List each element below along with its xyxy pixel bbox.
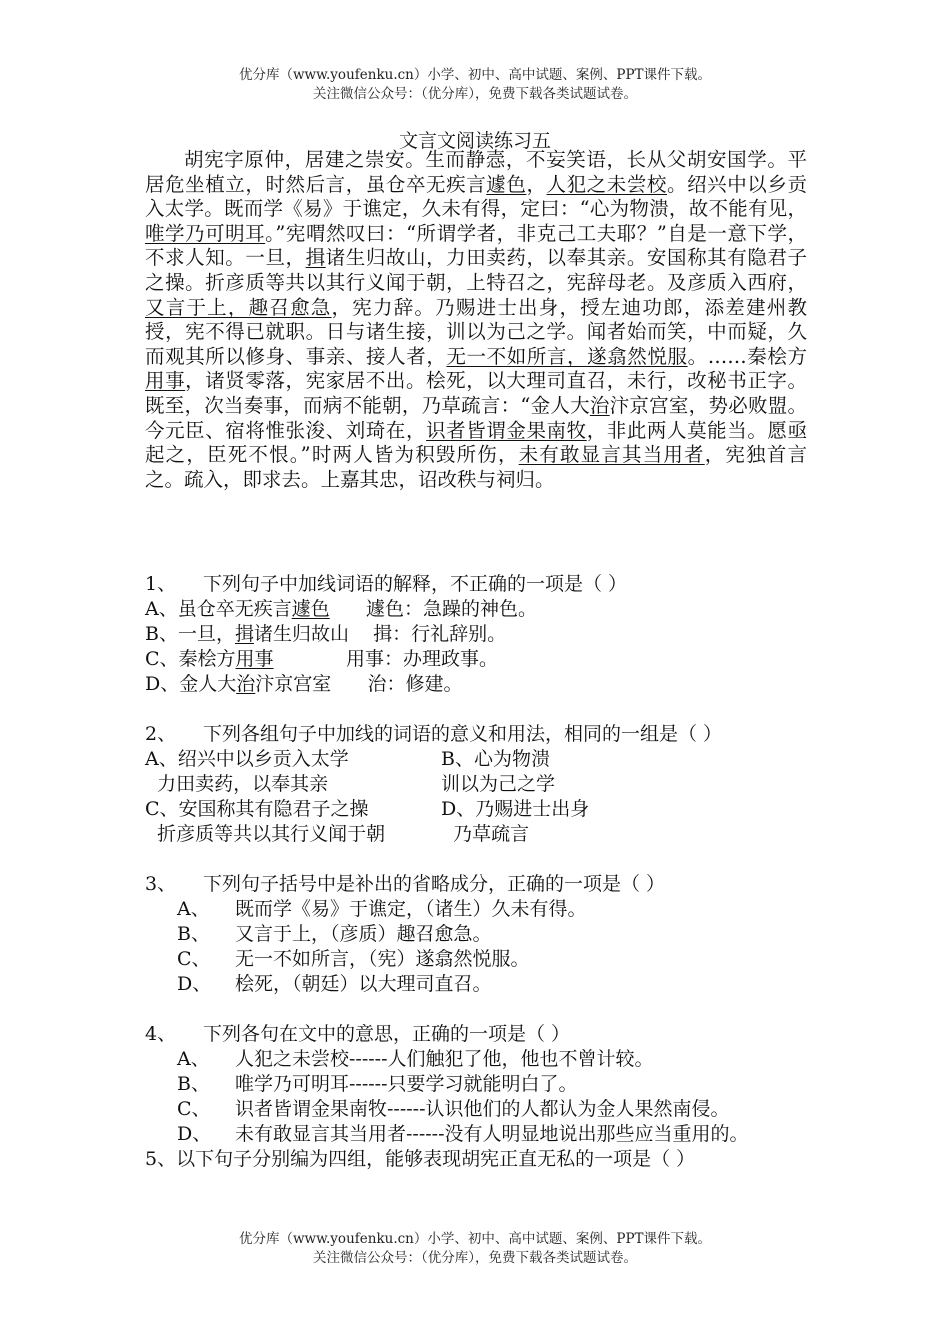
option-b: B、一旦，揖诸生归故山 揖：行礼辞别。	[145, 623, 507, 645]
question-stem: 下列句子括号中是补出的省略成分，正确的一项是（ ）	[203, 873, 666, 895]
page-footer	[0, 1230, 950, 1268]
question-number: 1、	[145, 573, 177, 595]
underlined-term: 用事	[145, 369, 186, 393]
question-stem: 下列句子中加线词语的解释，不正确的一项是（ ）	[203, 573, 628, 595]
question-stem: 下列各组句子中加线的词语的意义和用法，相同的一组是（ ）	[203, 723, 723, 745]
underlined-term: 揖	[305, 246, 326, 270]
option-b: B、 唯学乃可明耳------只要学习就能明白了。	[177, 1073, 578, 1095]
question-3	[145, 872, 810, 997]
underlined-term: 遽色	[486, 172, 527, 196]
question-number: 3、	[145, 873, 177, 895]
option-c: C、 识者皆谓金果南牧------认识他们的人都认为金人果然南侵。	[177, 1098, 730, 1120]
passage-text: 。”宪喟然叹曰：“所谓学者，非克己工夫耶？”自是一意下学，不求人知。一旦，	[145, 221, 807, 270]
underlined-sentence: 人犯之未尝校	[546, 172, 667, 196]
question-number: 4、	[145, 1023, 177, 1045]
option-row: A、绍兴中以乡贡入太学 B、心为物溃	[145, 748, 550, 770]
question-2	[145, 722, 810, 847]
underlined-term: 治	[236, 673, 256, 695]
underlined-sentence: 又言于上，趣召愈急	[145, 295, 332, 319]
page-title: 文言文阅读练习五	[398, 130, 551, 152]
option-c: C、 无一不如所言，（宪）遂翕然悦服。	[177, 948, 530, 970]
passage-text: 诸生归故山，力田卖药，以奉其亲。安国称其有隐君子之操。折彦质等共以其行义闻于朝，上特召之，宪辞母老。及彦质入西府，	[145, 246, 807, 294]
passage-text: ，宪力辞。乃赐进士出身，授左迪功郎，添差建州教授，宪不得已就职。日与诸生接，训以为己之学。闻者始而笑，中而疑，久而观其所以修身、事亲、接人者，	[145, 295, 807, 368]
option-b: B、 又言于上，（彦质）趣召愈急。	[177, 923, 492, 945]
option-a: A、 既而学《易》于谯定，（诸生）久未有得。	[177, 898, 587, 920]
passage-text: 胡宪字原仲，居建之崇安。生而静悫，不妄笑语，长从父胡安国学。平居危坐植立，时然后言，虽仓卒无疾言	[145, 148, 807, 196]
passage-text: ，	[526, 172, 547, 196]
underlined-term: 治	[589, 393, 610, 417]
option-row: 折彦质等共以其行义闻于朝 乃草疏言	[145, 823, 530, 845]
option-a: A、虽仓卒无疾言遽色 遽色：急躁的神色。	[145, 598, 537, 620]
passage-text: ，宪独首言之。疏入，即求去。上嘉其忠，诏改秩与祠归。	[145, 443, 807, 491]
underlined-term: 揖	[234, 623, 254, 645]
passage	[145, 148, 807, 492]
questions	[145, 572, 810, 1172]
underlined-term: 用事	[235, 648, 274, 670]
option-d: D、金人大治汴京宫室 治：修建。	[145, 673, 463, 695]
question-1	[145, 572, 810, 697]
header-line-1: 优分库（www.youfenku.cn）小学、初中、高中试题、案例、PPT课件下载。	[238, 67, 712, 83]
question-4	[145, 1022, 810, 1147]
page-header	[0, 66, 950, 104]
option-a: A、 人犯之未尝校------人们触犯了他，他也不曾计较。	[177, 1048, 654, 1070]
option-row: 力田卖药，以奉其亲 训以为己之学	[145, 773, 556, 795]
passage-text: 汴京宫室，势必败盟。今元臣、宿将惟张浚、刘琦在，	[145, 393, 807, 442]
underlined-sentence: 无一不如所言，遂翕然悦服	[446, 344, 688, 368]
passage-text: 。……秦桧方	[687, 344, 807, 368]
option-c: C、秦桧方用事 用事：办理政事。	[145, 648, 499, 670]
question-stem: 下列各句在文中的意思，正确的一项是（ ）	[203, 1023, 571, 1045]
underlined-term: 遽色	[291, 598, 330, 620]
underlined-sentence: 未有敢显言其当用者	[518, 443, 705, 467]
option-d: D、 桧死，（朝廷）以大理司直召。	[177, 973, 492, 995]
underlined-sentence: 唯学乃可明耳	[145, 221, 266, 245]
question-number: 2、	[145, 723, 177, 745]
underlined-sentence: 识者皆谓金果南牧	[426, 418, 587, 442]
passage-text: 。绍兴中以乡贡入太学。既而学《易》于谯定，久未有得，定曰：“心为物溃，故不能有见，	[145, 172, 807, 221]
question-5: 5、以下句子分别编为四组，能够表现胡宪正直无私的一项是（ ）	[145, 1148, 696, 1170]
option-row: C、安国称其有隐君子之操 D、乃赐进士出身	[145, 798, 590, 820]
footer-line-1: 优分库（www.youfenku.cn）小学、初中、高中试题、案例、PPT课件下载。	[238, 1231, 712, 1247]
passage-text: ，诸贤零落，宪家居不出。桧死，以大理司直召，未行，改秘书正字。既至，次当奏事，而病不能朝，乃草疏言：“金人大	[145, 369, 807, 417]
footer-line-2: 关注微信公众号：（优分库），免费下载各类试题试卷。	[313, 1250, 637, 1266]
header-line-2: 关注微信公众号：（优分库），免费下载各类试题试卷。	[313, 86, 637, 102]
passage-text: ，非此两人莫能当。愿亟起之，臣死不恨。”时两人皆为积毁所伤，	[145, 418, 807, 467]
option-d: D、 未有敢显言其当用者------没有人明显地说出那些应当重用的。	[177, 1123, 749, 1145]
